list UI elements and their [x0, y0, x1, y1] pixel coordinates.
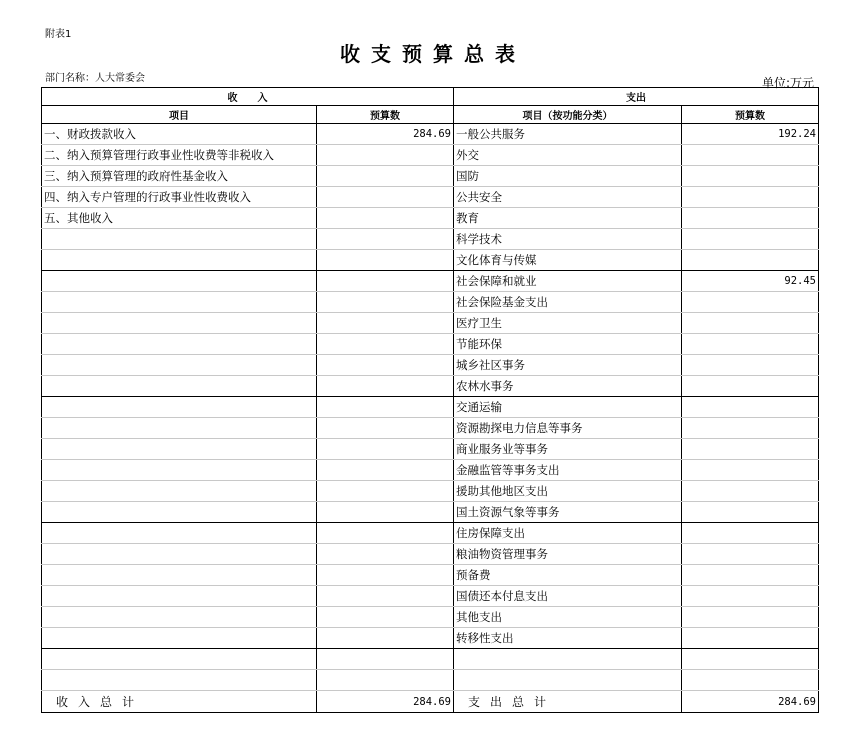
income-amount-cell — [317, 502, 454, 523]
income-amount-cell — [317, 544, 454, 565]
income-item-cell — [42, 649, 317, 670]
income-amount-cell — [317, 250, 454, 271]
income-amount-cell — [317, 397, 454, 418]
expense-item-cell: 粮油物资管理事务 — [454, 544, 682, 565]
table-row — [42, 166, 819, 187]
expense-item-cell: 国土资源气象等事务 — [454, 502, 682, 523]
table-row — [42, 313, 819, 334]
table-row — [42, 628, 819, 649]
income-amount-cell — [317, 607, 454, 628]
expense-amount-cell — [682, 649, 819, 670]
expense-amount-cell: 192.24 — [682, 124, 819, 145]
expense-amount-cell — [682, 670, 819, 691]
expense-amount-cell — [682, 292, 819, 313]
income-section-header: 收 入 — [42, 88, 454, 106]
income-item-cell — [42, 523, 317, 544]
income-item-cell: 二、纳入预算管理行政事业性收费等非税收入 — [42, 145, 317, 166]
income-amount-cell — [317, 166, 454, 187]
income-amount-cell — [317, 586, 454, 607]
income-amount-cell — [317, 481, 454, 502]
income-item-cell — [42, 586, 317, 607]
table-row — [42, 649, 819, 670]
table-row — [42, 586, 819, 607]
income-item-cell — [42, 376, 317, 397]
income-amount-cell — [317, 313, 454, 334]
expense-item-cell: 公共安全 — [454, 187, 682, 208]
expense-amount-cell — [682, 397, 819, 418]
income-item-cell — [42, 502, 317, 523]
income-item-cell — [42, 334, 317, 355]
total-row — [42, 691, 819, 713]
expense-section-header: 支出 — [454, 88, 819, 106]
budget-table — [41, 87, 819, 713]
income-amount-cell — [317, 565, 454, 586]
page-title: 收支预算总表 — [340, 42, 526, 66]
income-item-cell: 三、纳入预算管理的政府性基金收入 — [42, 166, 317, 187]
expense-amount-cell — [682, 355, 819, 376]
income-amount-cell — [317, 271, 454, 292]
expense-item-cell: 医疗卫生 — [454, 313, 682, 334]
income-amount-cell — [317, 460, 454, 481]
table-row — [42, 208, 819, 229]
table-row — [42, 670, 819, 691]
income-amount-cell — [317, 355, 454, 376]
expense-amount-cell — [682, 229, 819, 250]
income-total-label: 收入总计 — [42, 691, 317, 713]
expense-amount-cell — [682, 628, 819, 649]
expense-item-cell: 城乡社区事务 — [454, 355, 682, 376]
table-body — [42, 124, 819, 691]
income-amount-cell — [317, 145, 454, 166]
column-header-row — [42, 106, 819, 124]
income-amount-cell — [317, 187, 454, 208]
department-label: 部门名称：人大常委会 — [45, 73, 145, 84]
expense-amount-cell — [682, 376, 819, 397]
income-amount-header: 预算数 — [317, 106, 454, 124]
income-item-cell — [42, 670, 317, 691]
expense-amount-cell — [682, 187, 819, 208]
income-item-cell — [42, 250, 317, 271]
income-item-cell: 四、纳入专户管理的行政事业性收费收入 — [42, 187, 317, 208]
expense-item-cell: 国防 — [454, 166, 682, 187]
expense-item-cell: 住房保障支出 — [454, 523, 682, 544]
expense-amount-cell — [682, 145, 819, 166]
income-item-cell — [42, 397, 317, 418]
income-item-cell — [42, 229, 317, 250]
expense-amount-cell — [682, 439, 819, 460]
attachment-label: 附表1 — [45, 29, 72, 40]
income-item-cell — [42, 607, 317, 628]
expense-amount-cell — [682, 208, 819, 229]
expense-amount-cell — [682, 334, 819, 355]
expense-item-cell: 其他支出 — [454, 607, 682, 628]
expense-total-label: 支出总计 — [454, 691, 682, 713]
income-item-cell — [42, 481, 317, 502]
income-amount-cell — [317, 208, 454, 229]
expense-item-cell: 科学技术 — [454, 229, 682, 250]
table-row — [42, 145, 819, 166]
income-item-cell — [42, 544, 317, 565]
income-item-cell — [42, 271, 317, 292]
income-item-cell — [42, 418, 317, 439]
table-row — [42, 271, 819, 292]
income-total-amount: 284.69 — [317, 691, 454, 713]
expense-amount-cell — [682, 586, 819, 607]
expense-item-cell: 农林水事务 — [454, 376, 682, 397]
expense-item-cell: 援助其他地区支出 — [454, 481, 682, 502]
income-item-cell — [42, 565, 317, 586]
expense-amount-cell: 92.45 — [682, 271, 819, 292]
income-item-cell — [42, 292, 317, 313]
income-amount-cell — [317, 628, 454, 649]
table-row — [42, 502, 819, 523]
expense-amount-cell — [682, 418, 819, 439]
income-item-cell: 一、财政拨款收入 — [42, 124, 317, 145]
table-row — [42, 292, 819, 313]
expense-amount-cell — [682, 523, 819, 544]
expense-item-cell: 商业服务业等事务 — [454, 439, 682, 460]
table-row — [42, 229, 819, 250]
expense-item-cell: 交通运输 — [454, 397, 682, 418]
income-item-cell: 五、其他收入 — [42, 208, 317, 229]
income-amount-cell — [317, 418, 454, 439]
table-row — [42, 187, 819, 208]
expense-item-cell: 资源勘探电力信息等事务 — [454, 418, 682, 439]
expense-item-cell: 社会保障和就业 — [454, 271, 682, 292]
income-item-cell — [42, 439, 317, 460]
table-row — [42, 250, 819, 271]
expense-amount-cell — [682, 250, 819, 271]
income-amount-cell: 284.69 — [317, 124, 454, 145]
unit-label: 单位:万元 — [762, 76, 815, 90]
income-amount-cell — [317, 229, 454, 250]
section-header-row — [42, 88, 819, 106]
expense-item-cell: 节能环保 — [454, 334, 682, 355]
table-row — [42, 355, 819, 376]
expense-item-cell: 社会保险基金支出 — [454, 292, 682, 313]
expense-item-cell — [454, 670, 682, 691]
expense-amount-cell — [682, 565, 819, 586]
expense-amount-cell — [682, 460, 819, 481]
table-row — [42, 523, 819, 544]
income-amount-cell — [317, 523, 454, 544]
expense-item-cell: 外交 — [454, 145, 682, 166]
expense-amount-cell — [682, 313, 819, 334]
expense-item-cell: 金融监管等事务支出 — [454, 460, 682, 481]
expense-item-cell: 预备费 — [454, 565, 682, 586]
expense-amount-cell — [682, 166, 819, 187]
table-row — [42, 544, 819, 565]
expense-item-cell: 转移性支出 — [454, 628, 682, 649]
expense-total-amount: 284.69 — [682, 691, 819, 713]
table-row — [42, 607, 819, 628]
expense-item-cell: 文化体育与传媒 — [454, 250, 682, 271]
income-amount-cell — [317, 649, 454, 670]
income-item-cell — [42, 628, 317, 649]
expense-item-cell: 教育 — [454, 208, 682, 229]
table-row — [42, 439, 819, 460]
expense-item-header: 项目（按功能分类） — [454, 106, 682, 124]
income-item-cell — [42, 460, 317, 481]
income-amount-cell — [317, 334, 454, 355]
table-row — [42, 124, 819, 145]
expense-item-cell — [454, 649, 682, 670]
income-item-header: 项目 — [42, 106, 317, 124]
table-row — [42, 397, 819, 418]
table-row — [42, 418, 819, 439]
table-row — [42, 334, 819, 355]
income-amount-cell — [317, 439, 454, 460]
table-row — [42, 376, 819, 397]
table-row — [42, 460, 819, 481]
expense-amount-header: 预算数 — [682, 106, 819, 124]
expense-amount-cell — [682, 544, 819, 565]
expense-amount-cell — [682, 481, 819, 502]
income-item-cell — [42, 313, 317, 334]
income-amount-cell — [317, 670, 454, 691]
table-row — [42, 481, 819, 502]
expense-amount-cell — [682, 607, 819, 628]
table-row — [42, 565, 819, 586]
expense-item-cell: 一般公共服务 — [454, 124, 682, 145]
expense-item-cell: 国债还本付息支出 — [454, 586, 682, 607]
income-amount-cell — [317, 292, 454, 313]
income-item-cell — [42, 355, 317, 376]
income-amount-cell — [317, 376, 454, 397]
expense-amount-cell — [682, 502, 819, 523]
